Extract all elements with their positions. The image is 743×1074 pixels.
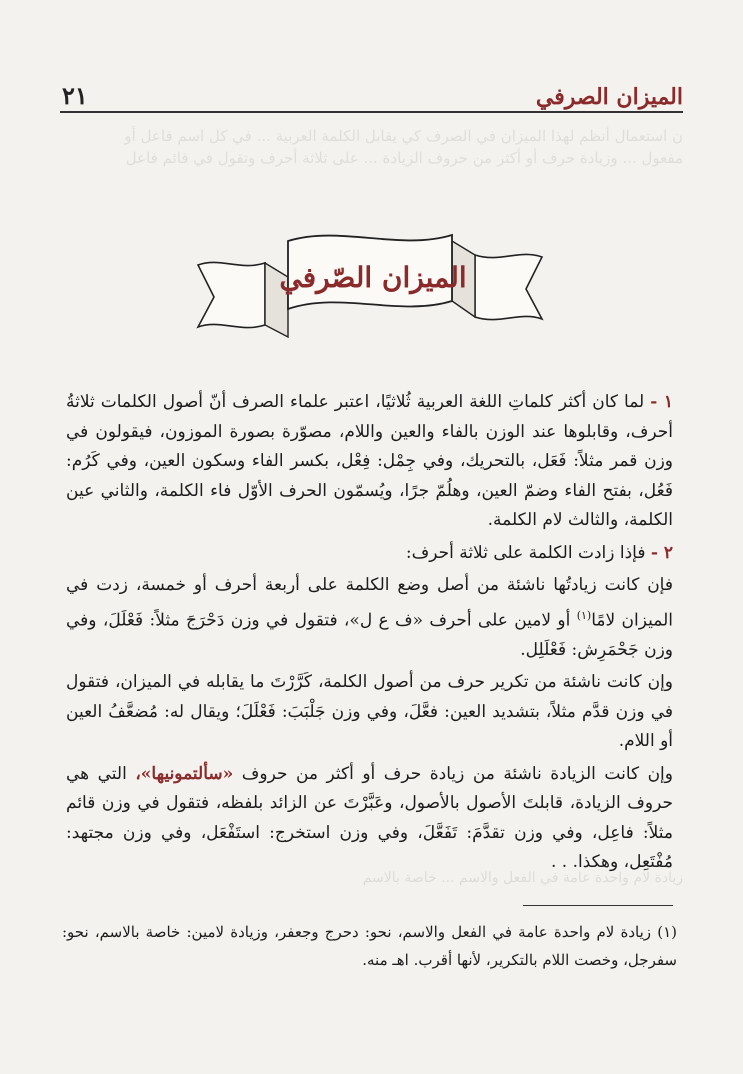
paragraph-5 xyxy=(66,760,673,878)
paragraph-1 xyxy=(66,388,673,536)
footnote xyxy=(62,918,677,974)
paragraph-number: ٢ - xyxy=(650,542,673,563)
chapter-title: الميزان الصّرفي xyxy=(279,260,467,294)
highlighted-term: «سألتمونيها»، xyxy=(135,763,234,784)
paragraph-text: وإن كانت ناشئة من تكرير حرف من أصول الكلمة، كَرَّرْتَ ما يقابله في الميزان، فتقول في وزن قدَّم مثلاً، بتشديد العين: فعَّلَ، وفي وزن جَلْبَبَ: فَعْلَلَ؛ ويقال له: مُضعَّفُ العين أو اللام. xyxy=(66,672,673,752)
main-text xyxy=(66,388,673,881)
paragraph-text: فإن كانت زيادتُها ناشئة من أصل وضع الكلمة على أربعة أحرف أو خمسة، زدت في الميزان لامًا xyxy=(66,575,673,631)
footnote-number: (١) xyxy=(657,923,677,941)
paragraph-2 xyxy=(66,539,673,569)
paragraph-text: التي هي حروف الزيادة، قابلتَ الأصول بالأصول، وعَبَّرْتَ عن الزائد بلفظه، فتقول في وزن قائم مثلاً: فاعِل، وفي وزن تقدَّمَ: تَفَعَّلَ، وفي وزن استخرج: استَفْعَل، وفي وزن مجتهد: مُفْتَعِل، وهكذا. . . xyxy=(66,763,673,873)
page-number: ٢١ xyxy=(62,81,88,110)
footnote-rule xyxy=(523,905,673,906)
paragraph-text: لما كان أكثر كلماتِ اللغة العربية ثُلاثيًا، اعتبر علماء الصرف أنّ أصول الكلمات ثلاثةُ أحرف، وقابلوها عند الوزن بالفاء والعين واللام، مصوّرة بصورة الموزون، فيقولون في وزن قمر مثلاً: فَعَل، بالتحريك، وفي جِمْل: فِعْل، بكسر الفاء وسكون العين، وفي كَرُم: فَعُل، بفتح الفاء وضمّ العين، وهلُمّ جرًا، ويُسمّون الحرف الأوّل فاء الكلمة، والثاني عين الكلمة، والثالث لام الكلمة. xyxy=(66,392,673,530)
footnote-reference[interactable]: (١) xyxy=(576,608,592,622)
paragraph-3 xyxy=(66,571,673,665)
paragraph-text: أو لامين على أحرف «ف ع ل»، فتقول في وزن دَحْرَجَ مثلاً: فَعْلَلَ، وفي وزن جَحْمَرِش: فَعْلَلِل. xyxy=(66,610,673,660)
header-rule xyxy=(60,111,683,113)
paragraph-text: فإذا زادت الكلمة على ثلاثة أحرف: xyxy=(405,542,646,563)
footnote-text: زيادة لام واحدة عامة في الفعل والاسم، نحو: دحرج وجعفر، وزيادة لامين: خاصة بالاسم، نحو: سفرجل، وخصت اللام بالتكرير، لأنها أقرب. اهـ منه. xyxy=(62,923,677,969)
paragraph-number: ١ - xyxy=(650,392,674,412)
bleed-through-text-2: زيادة لام واحدة عامة في الفعل والاسم ... خاصة بالاسم xyxy=(362,870,683,886)
bleed-through-text: ن استعمال أنظم لهذا الميزان في الصرف كي يقابل الكلمة العربية ... في كل اسم فاعل أو مفعول ... وزيادة حرف أو أكثر من حروف الزيادة ... على ثلاثة أحرف وتقول في قائم فاعل xyxy=(124,127,683,167)
chapter-banner xyxy=(190,205,550,345)
page-header xyxy=(62,72,683,110)
paragraph-text: وإن كانت الزيادة ناشئة من زيادة حرف أو أكثر من حروف xyxy=(233,763,673,784)
running-title: الميزان الصرفي xyxy=(535,84,683,110)
paragraph-4 xyxy=(66,668,673,757)
